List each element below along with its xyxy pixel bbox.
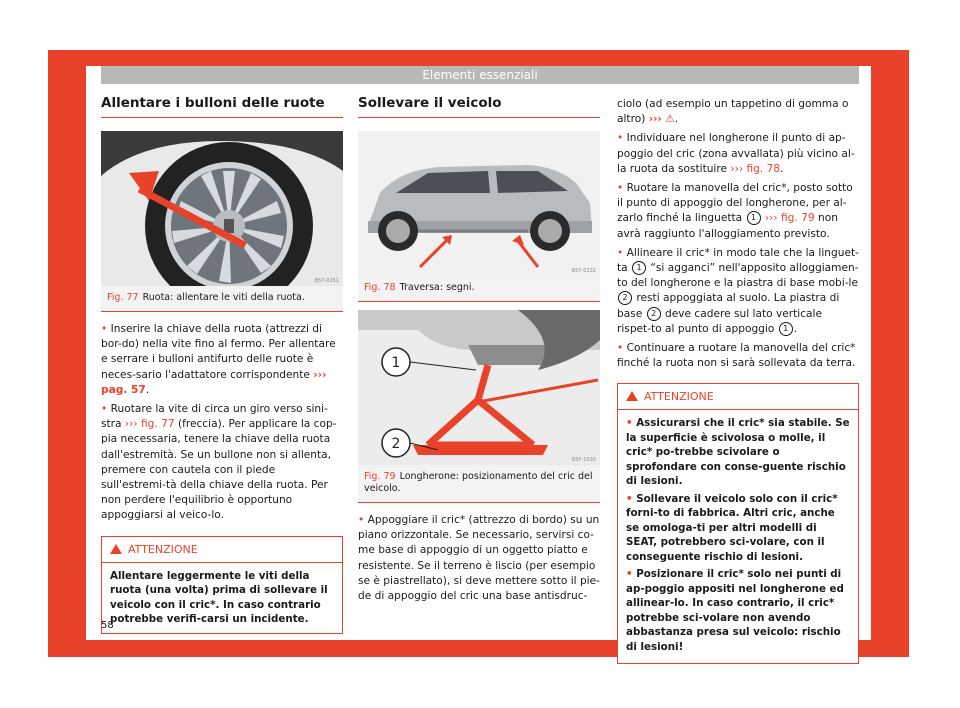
figure-79 <box>358 310 600 503</box>
figure-caption <box>358 276 600 301</box>
warning-text: Allentare leggermente le viti della ruota (una volta) prima di sollevare il veicolo con il cric*. In caso contrario potrebbe verifi-carsi un incidente. <box>110 569 328 626</box>
figure-77 <box>101 131 343 312</box>
page-number: 58 <box>101 620 114 631</box>
section-header: Elementi essenziali <box>101 66 859 84</box>
warning-header: ATTENZIONE <box>102 537 342 563</box>
car-image <box>358 131 600 276</box>
middle-body <box>358 513 600 604</box>
warning-box <box>101 536 343 634</box>
figure-number: Fig. 77 <box>107 292 139 303</box>
paragraph: • Ruotare la vite di circa un giro verso sini-stra ››› fig. 77 (freccia). Per applicare la cop-pia necessaria, tenere la chiave della ruota dall'estremità. Se un bullone non si allenta, premere con cautela con il piede sull'estremi-tà della chiave della ruota. Per non perdere l'equilibrio è opportuno appoggiarsi al veico-lo. <box>101 403 337 522</box>
warning-text <box>618 410 858 654</box>
warning-header: ATTENZIONE <box>618 384 858 410</box>
section-heading: Allentare i bulloni delle ruote <box>101 95 343 118</box>
figure-78 <box>358 131 600 302</box>
number-badge: 1 <box>747 211 761 225</box>
figure-code: B5F-1030 <box>571 457 596 463</box>
paragraph: • Inserire la chiave della ruota (attrezzi di bor-do) nella vite fino al fermo. Per allentare e serrare i bulloni antifurto delle ruote è neces-sario l'adattatore corrispondente ››› pag. 57. <box>101 323 336 396</box>
page-link[interactable]: ››› pag. 57 <box>101 368 327 396</box>
figure-caption <box>101 286 343 311</box>
figure-link[interactable]: ››› fig. 79 <box>764 212 815 225</box>
wheel-image <box>101 131 343 286</box>
warning-box <box>617 383 859 664</box>
section-heading: Sollevare il veicolo <box>358 95 600 118</box>
paragraph: ciolo (ad esempio un tappetino di gomma o altro) ››› ⚠. <box>617 98 849 126</box>
figure-code: B57-0251 <box>314 278 339 284</box>
paragraph: • Continuare a ruotare la manovella del cric* finché la ruota non si sarà sollevata da terra. <box>617 342 856 370</box>
caption-text: Longherone: posizionamento del cric del veicolo. <box>364 471 593 494</box>
left-column <box>101 95 343 634</box>
warning-item: • Sollevare il veicolo solo con il cric* forni-to di fabbrica. Altri cric, anche se omologa-ti per altri modelli di SEAT, potrebbero sci-volare, con il conseguente rischio di lesioni. <box>626 492 838 563</box>
paragraph: • Individuare nel longherone il punto di ap-poggio del cric (zona avvallata) più vicino al-la ruota da sostituire ››› fig. 78. <box>617 132 855 175</box>
jack-image <box>358 310 600 465</box>
warning-item: • Assicurarsi che il cric* sia stabile. Se la superficie è scivolosa o molle, il cric* po-trebbe scivolare o sprofondare con conse-guente rischio di lesioni. <box>626 417 850 488</box>
caption-text: Ruota: allentare le viti della ruota. <box>142 292 305 303</box>
number-badge: 1 <box>779 322 793 336</box>
warning-icon <box>110 544 122 554</box>
right-column <box>617 97 859 664</box>
figure-number: Fig. 78 <box>364 282 396 293</box>
number-badge: 2 <box>647 307 661 321</box>
paragraph: • Ruotare la manovella del cric*, posto sotto il punto di appoggio del longherone, per al-zarlo finché la linguetta 1 ››› fig. 79 non avrà raggiunto l'alloggiamento previsto. <box>617 182 853 240</box>
warning-item: • Posizionare il cric* solo nei punti di ap-poggio appositi nel longherone ed allinear-lo. In caso contrario, il cric* potrebbe sci-volare non avendo abbastanza presa sul veicolo: rischio di lesioni! <box>626 568 844 653</box>
caption-text: Traversa: segni. <box>399 282 475 293</box>
middle-column <box>358 95 600 608</box>
warning-link[interactable]: ››› <box>648 113 662 126</box>
figure-caption <box>358 465 600 502</box>
number-badge: 2 <box>618 291 632 305</box>
callout-1-label: 1 <box>391 355 401 371</box>
figure-number: Fig. 79 <box>364 471 396 482</box>
left-body <box>101 322 343 524</box>
number-badge: 1 <box>632 261 646 275</box>
callout-2-label: 2 <box>391 436 401 452</box>
warning-icon[interactable]: ⚠ <box>665 113 675 126</box>
figure-link[interactable]: ››› fig. 78 <box>730 162 781 175</box>
paragraph: • Allineare il cric* in modo tale che la linguet-ta 1 “si agganci” nell'apposito alloggiamen-to del longherone e la piastra di base mobi-le 2 resti appoggiata al suolo. La piastra di base 2 deve cadere sul lato verticale rispet-to al punto di appoggio 1 . <box>617 246 859 335</box>
figure-link[interactable]: ››› fig. 77 <box>124 418 175 431</box>
paragraph: • Appoggiare il cric* (attrezzo di bordo) su un piano orizzontale. Se necessario, servirsi co-me base di appoggio di un oggetto piatto e resistente. Se il terreno è liscio (per esempio se è piastrellato), si deve mettere sotto il pie-de di appoggio del cric una base antisdruc- <box>358 514 600 603</box>
warning-icon <box>626 391 638 401</box>
figure-code: B57-0232 <box>571 268 596 274</box>
